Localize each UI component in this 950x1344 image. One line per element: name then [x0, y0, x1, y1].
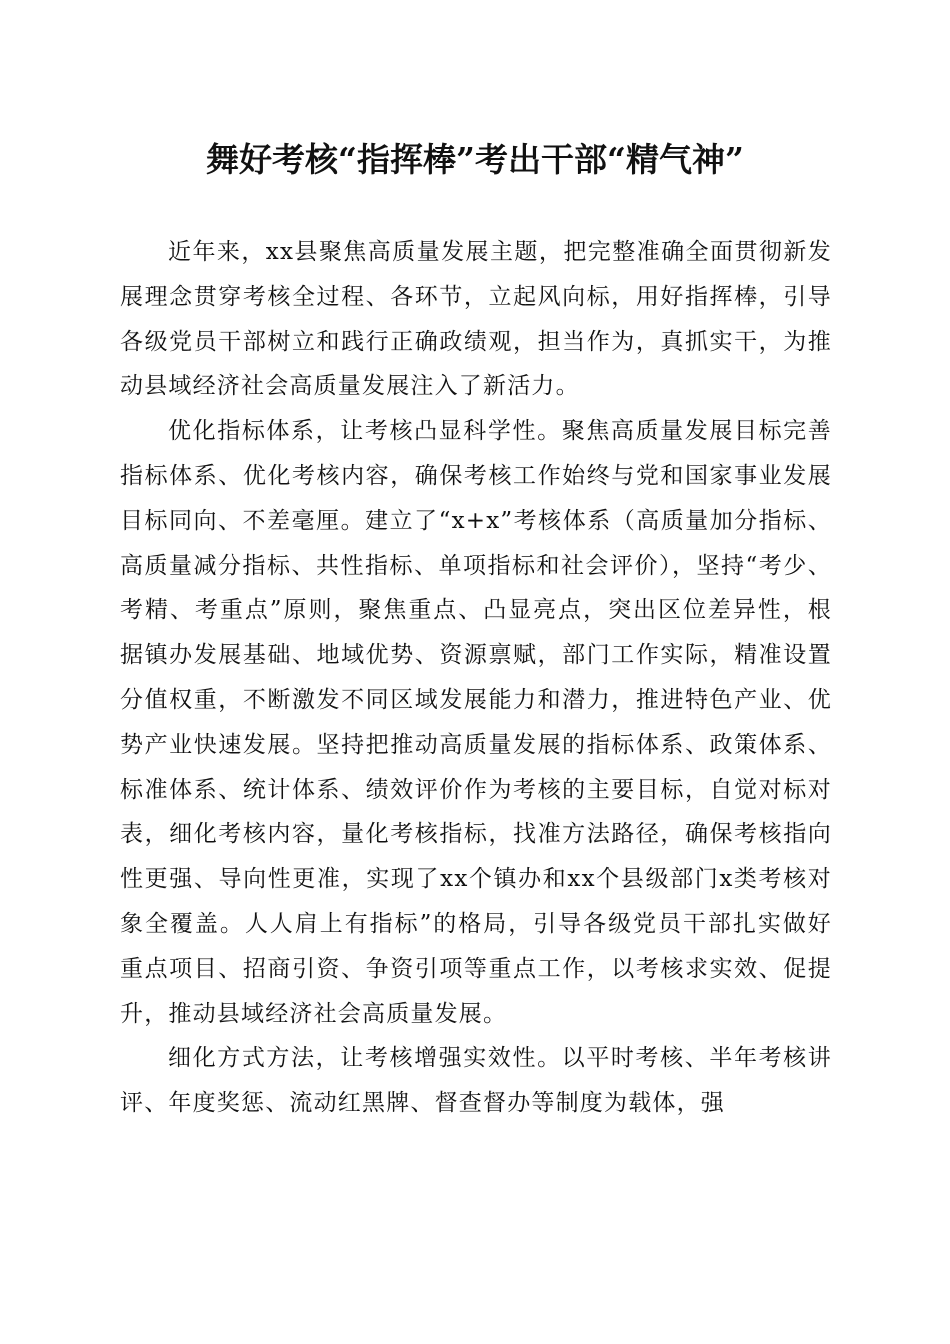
paragraph-indicator-system: 优化指标体系，让考核凸显科学性。聚焦高质量发展目标完善指标体系、优化考核内容，确保考核工作始终与党和国家事业发展目标同向、不差毫厘。建立了“x+x”考核体系（高质量加分指标、高质量减分指标、共性指标、单项指标和社会评价），坚持“考少、考精、考重点”原则，聚焦重点、凸显亮点，突出区位差异性，根据镇办发展基础、地域优势、资源禀赋，部门工作实际，精准设置分值权重，不断激发不同区域发展能力和潜力，推进特色产业、优势产业快速发展。坚持把推动高质量发展的指标体系、政策体系、标准体系、统计体系、绩效评价作为考核的主要目标，自觉对标对表，细化考核内容，量化考核指标，找准方法路径，确保考核指向性更强、导向性更准，实现了xx个镇办和xx个县级部门x类考核对象全覆盖。人人肩上有指标”的格局，引导各级党员干部扎实做好重点项目、招商引资、争资引项等重点工作，以考核求实效、促提升，推动县域经济社会高质量发展。: [120, 418, 832, 1027]
paragraph-intro: 近年来，xx县聚焦高质量发展主题，把完整准确全面贯彻新发展理念贯穿考核全过程、各环节，立起风向标，用好指挥棒，引导各级党员干部树立和践行正确政绩观，担当作为，真抓实干，为推动县域经济社会高质量发展注入了新活力。: [120, 239, 832, 400]
document-body: [120, 230, 832, 1126]
document-title: 舞好考核“指挥棒”考出干部“精气神”: [206, 140, 744, 179]
paragraph-methods: 细化方式方法，让考核增强实效性。以平时考核、半年考核讲评、年度奖惩、流动红黑牌、督查督办等制度为载体，强: [120, 1045, 832, 1117]
